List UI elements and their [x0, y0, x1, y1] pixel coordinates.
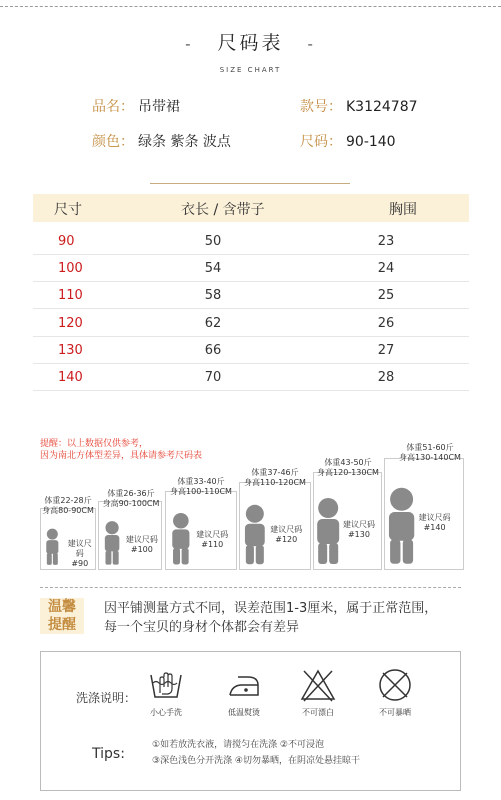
cell-size: 120 [58, 315, 83, 331]
table-row [33, 364, 469, 391]
kid-recommend [419, 513, 451, 533]
cell-length: 58 [204, 288, 222, 304]
kid-recommend [126, 535, 158, 555]
kid-weight: 体重51-60斤 [406, 443, 454, 452]
warm-tip-badge [40, 598, 84, 634]
title-right-mark: - [307, 35, 316, 53]
kid-recommend [270, 525, 302, 545]
no-bleach-label: 不可漂白 [302, 708, 334, 717]
kid-size-box [165, 491, 237, 570]
cell-chest: 24 [377, 261, 395, 277]
tips-text [152, 737, 360, 769]
kid-height: 身高110-120CM [244, 478, 306, 487]
product-sku-row [300, 96, 418, 116]
kid-weight: 体重43-50斤 [324, 458, 372, 467]
kid-size-box [98, 501, 162, 570]
low-iron-label: 低温熨烫 [228, 708, 260, 717]
kid-height: 身高130-140CM [399, 453, 461, 462]
reminder-line-1: 提醒：以上数据仅供参考， [40, 439, 149, 449]
col-header-chest: 胸围 [389, 202, 417, 218]
cell-chest: 26 [377, 315, 395, 331]
product-sku-label: 款号： [300, 99, 342, 115]
product-name-label: 品名： [92, 99, 134, 115]
tips-line-1: ①如若放洗衣液，请搅匀在洗涤 ②不可浸泡 [152, 740, 324, 750]
cell-length: 62 [204, 315, 222, 331]
no-sun-dry-label: 不可暴晒 [379, 708, 411, 717]
kid-weight: 体重33-40斤 [177, 477, 225, 486]
wash-label: 洗涤说明： [76, 691, 137, 705]
warm-tip-line-2: 每一个宝贝的身材个体都会有差异 [104, 620, 300, 635]
reminder-line-2: 因为南北方体型差异，具体请参考尺码表 [40, 451, 203, 461]
guide-divider [40, 587, 461, 588]
cell-size: 110 [58, 288, 83, 304]
tips-line-2: ③深色浅色分开洗涤 ④切勿暴晒，在阴凉处悬挂晾干 [152, 756, 360, 766]
kid-size-box [313, 472, 382, 570]
hand-wash-label: 小心手洗 [150, 708, 182, 717]
kid-size-box [40, 508, 96, 570]
product-color-label: 颜色： [92, 134, 134, 150]
kid-recommend-label: 建议尺码 [342, 520, 375, 530]
kid-recommend-size: #110 [201, 539, 224, 549]
warm-tip-line-1: 因平铺测量方式不同，误差范围1-3厘米，属于正常范围， [104, 601, 438, 616]
cell-size: 130 [58, 342, 83, 358]
tips-label: Tips: [92, 746, 125, 762]
warm-tip-text [104, 599, 437, 637]
kid-weight: 体重22-28斤 [44, 496, 92, 505]
no-bleach-icon [298, 665, 338, 705]
kid-height: 身高100-110CM [170, 487, 232, 496]
cell-chest: 23 [377, 234, 395, 249]
product-size-label: 尺码： [300, 134, 342, 150]
hand-wash-icon [146, 665, 186, 705]
kid-size-box [239, 482, 311, 570]
kid-recommend [65, 539, 95, 569]
cell-length: 50 [204, 234, 222, 249]
kid-recommend-size: #130 [347, 530, 370, 540]
warm-tip-label-2: 提醒 [48, 617, 76, 633]
cell-length: 66 [204, 342, 222, 358]
cell-chest: 25 [377, 288, 395, 304]
product-name-value: 吊带裙 [138, 99, 180, 115]
kid-weight: 体重37-46斤 [251, 468, 299, 477]
kid-height: 身高90-100CM [102, 499, 160, 508]
cell-size: 90 [58, 234, 75, 249]
kid-caption [303, 458, 393, 478]
table-row [33, 337, 469, 364]
warm-tip-label-1: 温馨 [48, 599, 76, 615]
cell-chest: 28 [377, 370, 395, 385]
reminder-note [40, 438, 202, 462]
kid-weight: 体重26-36斤 [107, 489, 155, 498]
title-text: 尺码表 [217, 32, 284, 54]
product-name-row [92, 96, 180, 116]
product-color-row [92, 131, 231, 151]
kid-recommend-size: #90 [71, 558, 89, 568]
kid-caption [385, 443, 475, 463]
kid-recommend [343, 520, 375, 540]
col-header-size: 尺寸 [54, 202, 82, 218]
kid-recommend-label: 建议尺码 [125, 535, 158, 545]
cell-size: 140 [58, 370, 83, 385]
page-subtitle: SIZE CHART [219, 66, 282, 74]
col-header-length: 衣长 / 含带子 [181, 202, 265, 218]
table-row [33, 282, 469, 309]
product-size-value: 90-140 [346, 134, 396, 150]
page-title [0, 28, 501, 55]
low-iron-icon [224, 665, 264, 705]
kid-recommend [196, 530, 228, 550]
cell-chest: 27 [377, 342, 395, 358]
no-sun-dry-icon [375, 665, 415, 705]
kid-recommend-label: 建议尺码 [270, 525, 303, 535]
kid-recommend-label: 建议尺码 [67, 538, 92, 558]
table-row [33, 228, 469, 255]
cell-length: 54 [204, 261, 222, 277]
table-row [33, 255, 469, 282]
cell-size: 100 [58, 261, 83, 277]
top-dashed-line [0, 6, 501, 7]
title-left-mark: - [185, 35, 194, 53]
kid-height: 身高120-130CM [317, 468, 379, 477]
product-size-row [300, 131, 396, 151]
table-row [33, 310, 469, 337]
kid-height: 身高80-90CM [42, 506, 94, 515]
kid-recommend-size: #120 [275, 535, 298, 545]
kid-size-box [384, 458, 464, 570]
kid-recommend-size: #100 [130, 545, 153, 555]
product-sku-value: K3124787 [346, 99, 418, 115]
section-divider [150, 183, 350, 184]
cell-length: 70 [204, 370, 222, 385]
product-color-value: 绿条 紫条 波点 [138, 134, 231, 150]
kid-recommend-label: 建议尺码 [418, 512, 451, 522]
kid-recommend-label: 建议尺码 [196, 529, 229, 539]
kid-recommend-size: #140 [423, 522, 446, 532]
